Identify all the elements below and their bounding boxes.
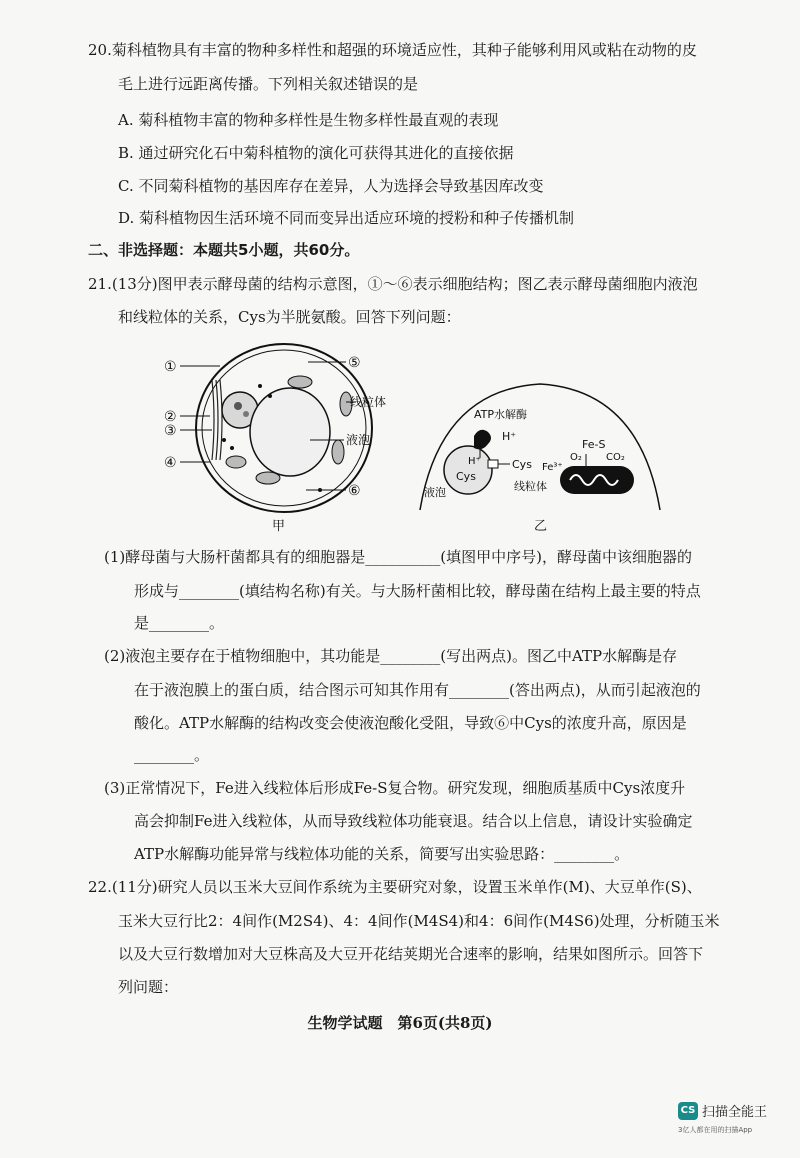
q20-stem-line2: 毛上进行远距离传播。下列相关叙述错误的是 (118, 75, 419, 93)
camscanner-name: 扫描全能王 (702, 1105, 768, 1120)
section-heading: 二、非选择题：本题共5小题，共60分。 (88, 241, 360, 259)
label-1: ① (164, 359, 177, 375)
camscanner-tagline: 3亿人都在用的扫描App (678, 1126, 753, 1134)
q20-option-c: C. 不同菊科植物的基因库存在差异，人为选择会导致基因库改变 (118, 177, 544, 195)
mitochondrion-1 (288, 376, 312, 388)
label-6: ⑥ (348, 483, 361, 499)
q21-sub1-line3: 是________。 (134, 614, 225, 632)
mitochondrion-4 (256, 472, 280, 484)
q22-line2: 玉米大豆行比2：4间作(M2S4)、4：4间作(M4S4)和4：6间作(M4S6)处理，分析随玉米 (118, 912, 720, 930)
mitochondrion-5 (332, 440, 344, 464)
q21-sub3-line1: (3)正常情况下，Fe进入线粒体后形成Fe-S复合物。研究发现，细胞质基质中Cys浓度升 (104, 779, 686, 797)
q21-sub1-line1: (1)酵母菌与大肠杆菌都具有的细胞器是__________(填图甲中序号)，酵母菌中该细胞器的 (104, 548, 692, 566)
label-4: ④ (164, 455, 177, 471)
label-5: ⑤ (348, 355, 361, 371)
label-cys-out: Cys (512, 458, 532, 471)
label-h-plus-in: H⁺ (468, 456, 481, 467)
label-fe: Fe³⁺ (542, 462, 563, 473)
q21-sub2-line4: ________。 (134, 746, 210, 764)
label-h-plus-out: H⁺ (502, 430, 517, 443)
vacuole-jia (250, 388, 330, 476)
label-co2: CO₂ (606, 452, 625, 463)
label-atp-hydrolase: ATP水解酶 (474, 408, 528, 421)
q21-stem-line2: 和线粒体的关系，Cys为半胱氨酸。回答下列问题： (118, 308, 461, 326)
label-fe-s: Fe-S (582, 438, 606, 451)
label-vacuole: 液泡 (346, 433, 371, 447)
endoplasmic-reticulum (212, 380, 222, 460)
atp-hydrolase-icon (474, 430, 491, 450)
q22-line1: 22.(11分)研究人员以玉米大豆间作系统为主要研究对象，设置玉米单作(M)、大豆单作(S)、 (88, 878, 702, 896)
label-mitochondria: 线粒体 (350, 395, 387, 409)
label-o2: O₂ (570, 452, 582, 463)
label-cys-in: Cys (456, 470, 476, 483)
q21-sub2-line2: 在于液泡膜上的蛋白质，结合图示可知其作用有________(答出两点)，从而引起液泡的 (134, 681, 701, 699)
label-2: ② (164, 409, 177, 425)
q22-line3: 以及大豆行数增加对大豆株高及大豆开花结荚期光合速率的影响，结果如图所示。回答下 (118, 945, 704, 963)
camscanner-logo: CS (678, 1102, 698, 1120)
q21-sub2-line3: 酸化。ATP水解酶的结构改变会使液泡酸化受阻，导致⑥中Cys的浓度升高，原因是 (134, 714, 687, 732)
caption-jia: 甲 (272, 519, 286, 534)
q20-stem-line1: 20.菊科植物具有丰富的物种多样性和超强的环境适应性，其种子能够利用风或粘在动物的皮 (88, 41, 697, 59)
caption-yi: 乙 (534, 519, 548, 534)
q21-stem-line1: 21.(13分)图甲表示酵母菌的结构示意图，①～⑥表示细胞结构；图乙表示酵母菌细胞内液泡 (88, 275, 698, 293)
label-3: ③ (164, 423, 177, 439)
mitochondrion-3 (226, 456, 246, 468)
q20-option-a: A. 菊科植物丰富的物种多样性是生物多样性最直观的表现 (118, 111, 499, 129)
figure-yi-vacuole-mitochondrion (410, 370, 670, 540)
label-vacuole-yi: 液泡 (424, 486, 446, 499)
label-mitochondrion-yi: 线粒体 (514, 480, 547, 493)
q20-option-b: B. 通过研究化石中菊科植物的演化可获得其进化的直接依据 (118, 144, 514, 162)
q20-option-d: D. 菊科植物因生活环境不同而变异出适应环境的授粉和种子传播机制 (118, 209, 575, 227)
q21-sub1-line2: 形成与________(填结构名称)有关。与大肠杆菌相比较，酵母菌在结构上最主要的特点 (134, 582, 701, 600)
q21-sub3-line3: ATP水解酶功能异常与线粒体功能的关系，简要写出实验思路：________。 (134, 845, 630, 863)
figure-jia-yeast-cell (160, 340, 400, 540)
q22-line4: 列问题： (118, 978, 179, 996)
q21-sub2-line1: (2)液泡主要存在于植物细胞中，其功能是________(写出两点)。图乙中ATP水解酶是存 (104, 647, 678, 665)
q21-sub3-line2: 高会抑制Fe进入线粒体，从而导致线粒体功能衰退。结合以上信息，请设计实验确定 (134, 812, 693, 830)
page-footer: 生物学试题 第6页(共8页) (307, 1014, 493, 1032)
cys-transporter (488, 460, 498, 468)
